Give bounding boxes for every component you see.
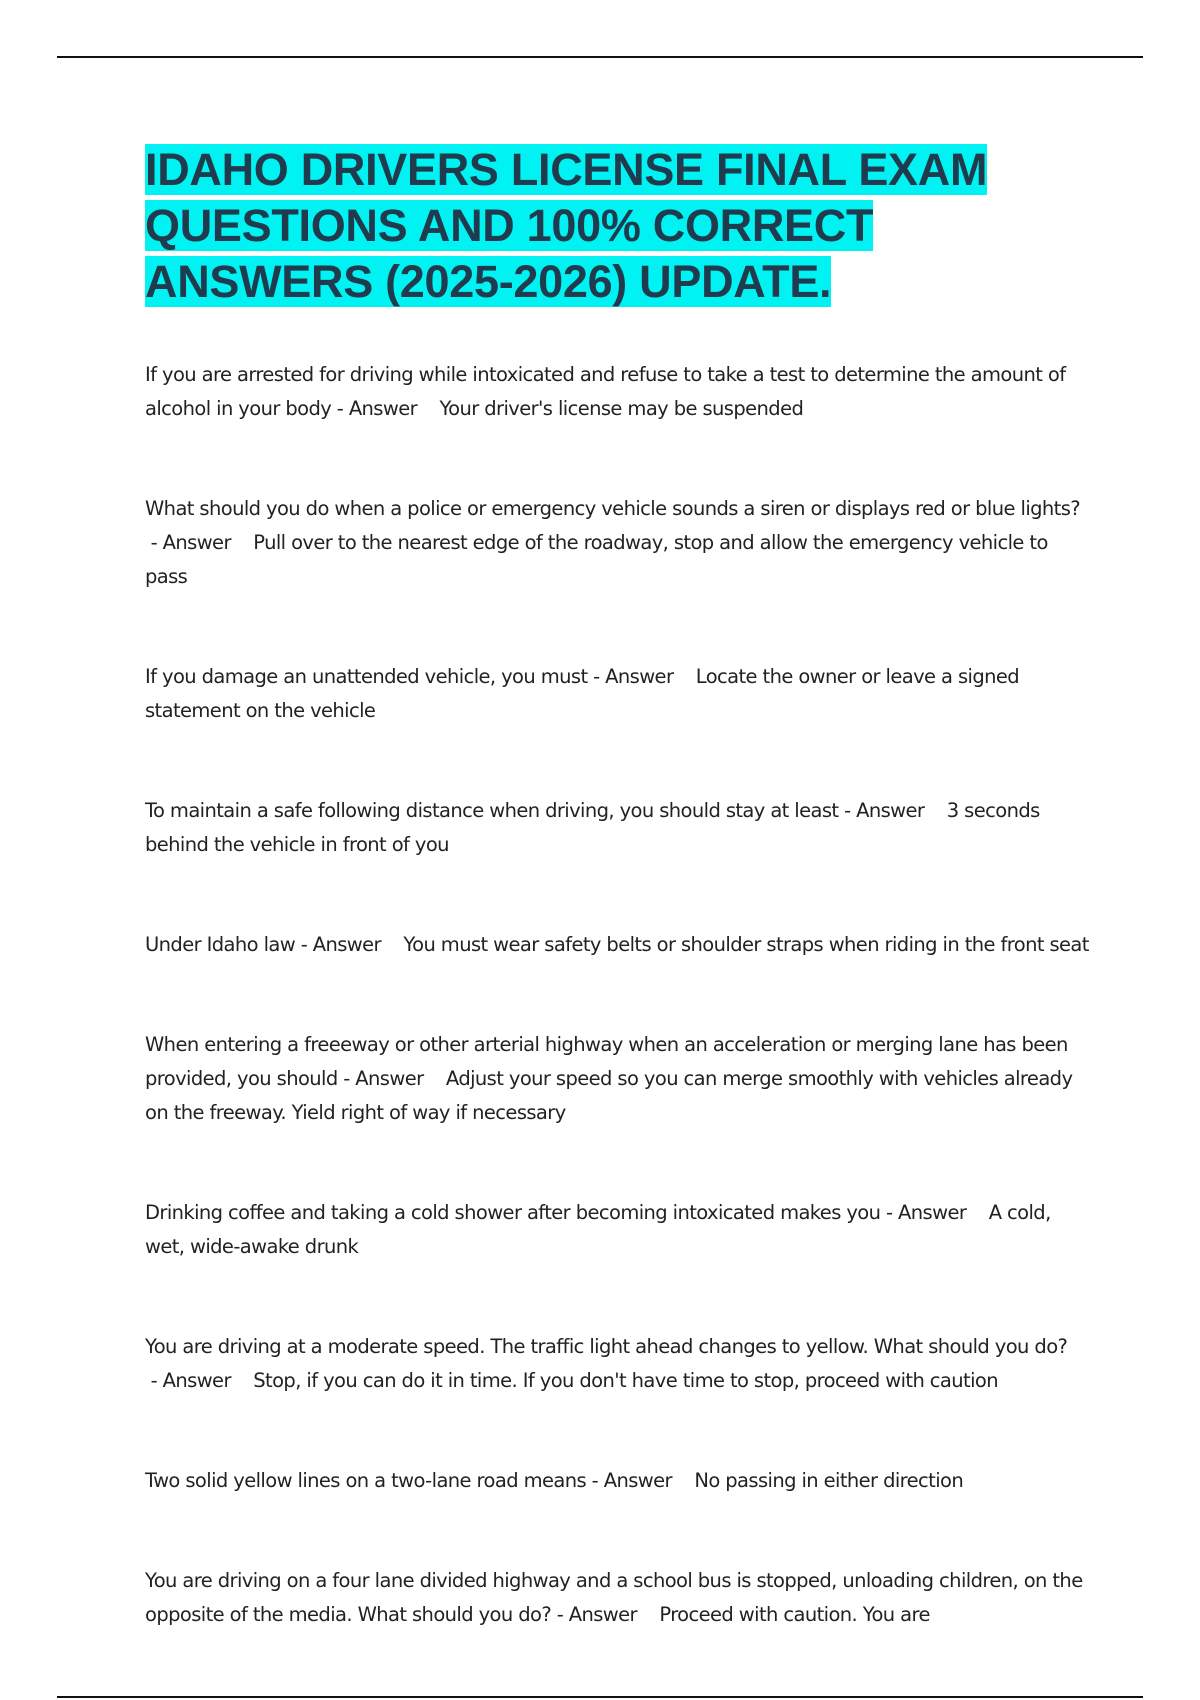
answer-text: A cold, wet, wide-awake drunk: [145, 1201, 1051, 1258]
answer-text: You must wear safety belts or shoulder straps when riding in the front seat: [403, 933, 1089, 956]
question-text: When entering a freeeway or other arterial highway when an acceleration or merging lane has been provided, you should: [145, 1033, 1068, 1090]
answer-text: Proceed with caution. You are: [659, 1603, 930, 1626]
question-text: What should you do when a police or emergency vehicle sounds a siren or displays red or blue lights?: [145, 497, 1081, 520]
answer-label: Answer: [856, 799, 925, 822]
answer-text: Pull over to the nearest edge of the roadway, stop and allow the emergency vehicle to pass: [145, 531, 1048, 588]
document-body: [145, 142, 1090, 1698]
answer-text: 3 seconds behind the vehicle in front of you: [145, 799, 1040, 856]
answer-label: Answer: [898, 1201, 967, 1224]
qa-item: If you are arrested for driving while intoxicated and refuse to take a test to determine the amount of alcohol in your body - Answer Your driver's license may be suspended: [145, 363, 1066, 420]
answer-label: Answer: [568, 1603, 637, 1626]
qa-list: [145, 358, 1090, 1632]
answer-label: Answer: [312, 933, 381, 956]
question-text: You are driving on a four lane divided highway and a school bus is stopped, unloading children, on the opposite of the media. What should you do?: [145, 1569, 1083, 1626]
question-text: You are driving at a moderate speed. The traffic light ahead changes to yellow. What should you do?: [145, 1335, 1068, 1358]
header-rule: [57, 56, 1143, 58]
question-text: To maintain a safe following distance when driving, you should stay at least: [145, 799, 839, 822]
footer-rule: [57, 1696, 1143, 1698]
title-highlight: IDAHO DRIVERS LICENSE FINAL EXAM QUESTIONS AND 100% CORRECT ANSWERS (2025-2026) UPDATE.: [145, 144, 988, 307]
answer-label: Answer: [162, 1369, 231, 1392]
qa-item: Two solid yellow lines on a two-lane road means - Answer No passing in either direction: [145, 1469, 964, 1492]
answer-text: Your driver's license may be suspended: [439, 397, 804, 420]
question-text: If you are arrested for driving while intoxicated and refuse to take a test to determine the amount of alcohol in your body: [145, 363, 1066, 420]
question-text: If you damage an unattended vehicle, you must: [145, 665, 588, 688]
qa-item: You are driving at a moderate speed. The traffic light ahead changes to yellow. What should you do? - Answer Stop, if you can do it in time. If you don't have time to stop, proceed with caution: [145, 1335, 1068, 1392]
answer-text: Stop, if you can do it in time. If you don't have time to stop, proceed with caution: [253, 1369, 998, 1392]
answer-label: Answer: [162, 531, 231, 554]
answer-label: Answer: [355, 1067, 424, 1090]
document-title: [145, 142, 1090, 310]
qa-item: If you damage an unattended vehicle, you must - Answer Locate the owner or leave a signed statement on the vehicle: [145, 665, 1020, 722]
answer-label: Answer: [603, 1469, 672, 1492]
answer-text: Adjust your speed so you can merge smoothly with vehicles already on the freeway. Yield right of way if necessary: [145, 1067, 1073, 1124]
qa-item: When entering a freeeway or other arterial highway when an acceleration or merging lane has been provided, you should - Answer Adjust your speed so you can merge smoothly with vehicles already on the freeway. Yield right of way if necessary: [145, 1033, 1073, 1124]
qa-item: Under Idaho law - Answer You must wear safety belts or shoulder straps when riding in the front seat: [145, 933, 1089, 956]
qa-item: You are driving on a four lane divided highway and a school bus is stopped, unloading children, on the opposite of the media. What should you do? - Answer Proceed with caution. You are: [145, 1569, 1083, 1626]
answer-label: Answer: [348, 397, 418, 420]
question-text: Drinking coffee and taking a cold shower after becoming intoxicated makes you: [145, 1201, 881, 1224]
qa-item: What should you do when a police or emergency vehicle sounds a siren or displays red or blue lights? - Answer Pull over to the nearest edge of the roadway, stop and allow the emergency vehicle to pass: [145, 497, 1081, 588]
answer-label: Answer: [605, 665, 674, 688]
answer-text: Locate the owner or leave a signed statement on the vehicle: [145, 665, 1020, 722]
qa-item: Drinking coffee and taking a cold shower after becoming intoxicated makes you - Answer A cold, wet, wide-awake drunk: [145, 1201, 1051, 1258]
question-text: Two solid yellow lines on a two-lane road means: [145, 1469, 587, 1492]
answer-text: No passing in either direction: [694, 1469, 964, 1492]
question-text: Under Idaho law: [145, 933, 296, 956]
qa-item: To maintain a safe following distance when driving, you should stay at least - Answer 3 seconds behind the vehicle in front of you: [145, 799, 1040, 856]
